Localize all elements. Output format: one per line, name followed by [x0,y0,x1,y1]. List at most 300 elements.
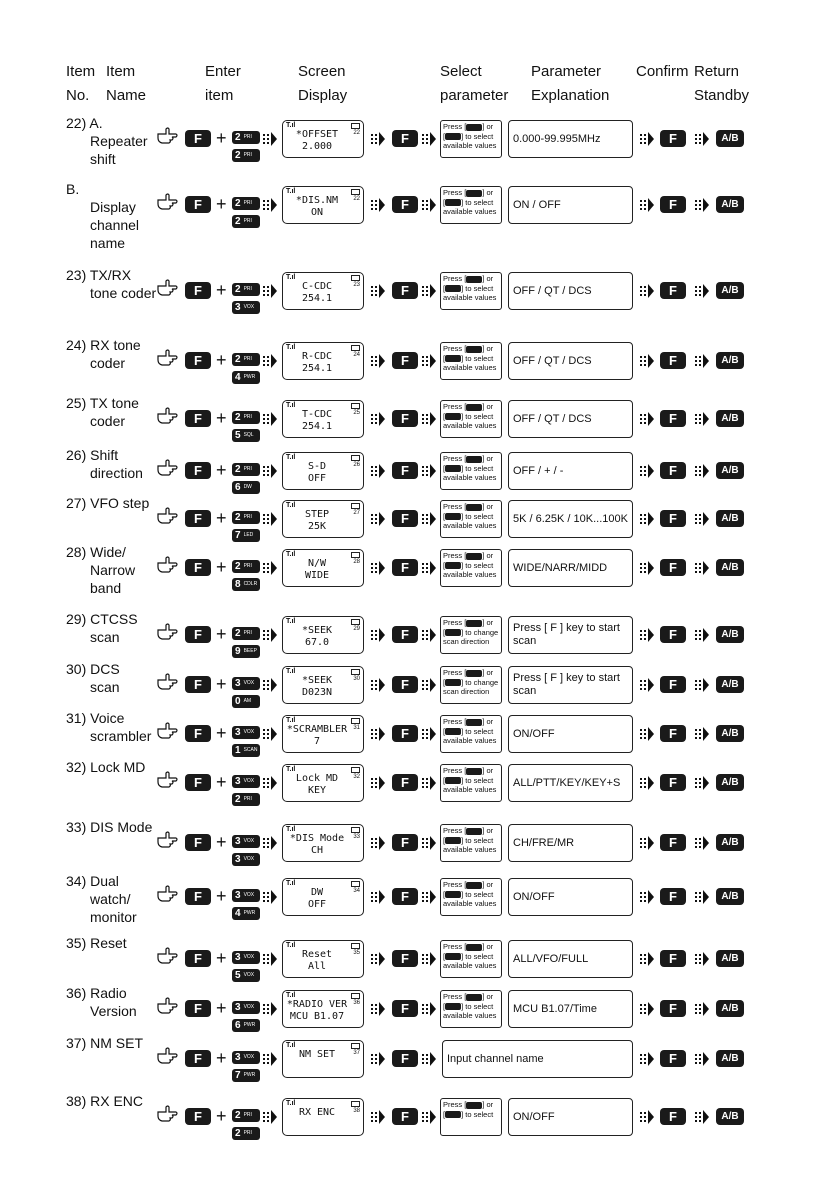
header-confirm: Confirm [636,63,689,80]
arrow-right-icon [639,726,655,742]
down-key-icon [445,513,461,520]
lcd-line-1: Lock MD [295,773,339,784]
battery-icon [351,552,360,558]
signal-icon: T.ıl [286,1042,296,1049]
down-key-icon [445,465,461,472]
f-key-button[interactable]: F [392,282,418,299]
lcd-screen [282,342,364,380]
parameter-explanation: OFF / QT / DCS [508,342,633,380]
item-name: Version [90,1003,137,1019]
signal-icon: T.ıl [286,668,296,675]
signal-icon: T.ıl [286,992,296,999]
plus-sign: + [216,280,227,300]
arrow-right-icon [639,511,655,527]
item-number: B. [66,181,80,197]
lcd-line-1: C-CDC [301,281,333,292]
signal-icon: T.ıl [286,942,296,949]
down-key-icon [445,629,461,636]
ab-key-button[interactable]: A/B [716,1108,744,1125]
arrow-right-icon [694,131,710,147]
item-number: 34) Dual [66,873,119,889]
number-key-button[interactable]: 3 VOX [232,835,260,848]
number-key-button[interactable]: 2 PRI [232,149,260,162]
f-key-button[interactable]: F [185,282,211,299]
pointing-hand-icon [156,721,180,741]
arrow-right-icon [694,463,710,479]
number-key-button[interactable]: 5 VOX [232,969,260,982]
f-key-button[interactable]: F [660,559,686,576]
item-number: 30) DCS [66,661,120,677]
press-instruction-box: Press [ ] or [ ] to select available values [440,120,502,158]
arrow-right-icon [694,1109,710,1125]
ab-key-button[interactable]: A/B [716,462,744,479]
lcd-line-2: D023N [301,687,333,698]
plus-sign: + [216,194,227,214]
ab-key-button[interactable]: A/B [716,352,744,369]
ab-key-button[interactable]: A/B [716,1000,744,1017]
lcd-line-1: NM SET [298,1049,336,1060]
number-key-button[interactable]: 3 VOX [232,889,260,902]
channel-number: 27 [353,510,360,516]
signal-icon: T.ıl [286,1100,296,1107]
item-number: 28) Wide/ [66,544,126,560]
f-key-button[interactable]: F [185,950,211,967]
arrow-right-icon [639,835,655,851]
lcd-line-2: 25K [307,521,327,532]
battery-icon [351,403,360,409]
up-key-icon [466,1102,482,1109]
f-key-button[interactable]: F [660,1000,686,1017]
lcd-line-2: 254.1 [301,363,333,374]
arrow-right-icon [639,1109,655,1125]
channel-number: 23 [353,282,360,288]
number-key-button[interactable]: 9 BEEP [232,645,260,658]
f-key-button[interactable]: F [660,130,686,147]
number-key-button[interactable]: 2 PRI [232,215,260,228]
number-key-button[interactable]: 2 PRI [232,793,260,806]
number-key-button[interactable]: 3 VOX [232,951,260,964]
signal-icon: T.ıl [286,502,296,509]
arrow-right-icon [262,560,278,576]
f-key-button[interactable]: F [392,626,418,643]
channel-number: 31 [353,725,360,731]
number-key-button[interactable]: 2 PRI [232,1127,260,1140]
pointing-hand-icon [156,884,180,904]
lcd-screen [282,452,364,490]
item-name: Repeater shift [90,133,148,167]
channel-number: 38 [353,1108,360,1114]
f-key-button[interactable]: F [392,130,418,147]
number-key-button[interactable]: 7 LED [232,529,260,542]
item-number: 27) VFO step [66,495,150,511]
f-key-button[interactable]: F [660,626,686,643]
parameter-explanation: Press [ F ] key to start scan [508,616,633,654]
plus-sign: + [216,998,227,1018]
arrow-right-icon [421,951,437,967]
f-key-button[interactable]: F [660,196,686,213]
channel-number: 25 [353,410,360,416]
f-key-button[interactable]: F [392,196,418,213]
arrow-right-icon [421,627,437,643]
ab-key-button[interactable]: A/B [716,1050,744,1067]
f-key-button[interactable]: F [185,462,211,479]
lcd-screen [282,272,364,310]
number-key-button[interactable]: 4 PWR [232,907,260,920]
lcd-line-2: 254.1 [301,293,333,304]
f-key-button[interactable]: F [392,676,418,693]
arrow-right-icon [639,775,655,791]
plus-sign: + [216,772,227,792]
up-key-icon [466,882,482,889]
up-key-icon [466,404,482,411]
lcd-line-2: WIDE [304,570,330,581]
item-name: scan [90,679,120,695]
number-key-button[interactable]: 1 SCAN [232,744,260,757]
f-key-button[interactable]: F [185,130,211,147]
table-row [0,446,822,494]
lcd-line-1: DW [310,887,324,898]
press-instruction-box: Press [ ] or [ ] to select available values [440,500,502,538]
arrow-right-icon [421,511,437,527]
f-key-button[interactable]: F [185,352,211,369]
lcd-line-1: *SCRAMBLER [286,724,348,735]
number-key-button[interactable]: 3 VOX [232,726,260,739]
down-key-icon [445,562,461,569]
f-key-button[interactable]: F [185,1108,211,1125]
f-key-button[interactable]: F [392,462,418,479]
plus-sign: + [216,674,227,694]
press-instruction-box: Press [ ] or [ ] to change scan direction [440,666,502,704]
f-key-button[interactable]: F [392,834,418,851]
up-key-icon [466,620,482,627]
f-key-button[interactable]: F [185,559,211,576]
f-key-button[interactable]: F [392,1000,418,1017]
f-key-button[interactable]: F [660,1050,686,1067]
number-key-button[interactable]: 2 PRI [232,463,260,476]
arrow-right-icon [262,197,278,213]
signal-icon: T.ıl [286,188,296,195]
arrow-right-icon [694,951,710,967]
number-key-button[interactable]: 5 SQL [232,429,260,442]
plus-sign: + [216,886,227,906]
battery-icon [351,189,360,195]
f-key-button[interactable]: F [660,1108,686,1125]
lcd-screen [282,990,364,1028]
signal-icon: T.ıl [286,122,296,129]
channel-number: 34 [353,888,360,894]
arrow-right-icon [421,775,437,791]
number-key-button[interactable]: 2 PRI [232,560,260,573]
number-key-button[interactable]: 3 VOX [232,677,260,690]
ab-key-button[interactable]: A/B [716,130,744,147]
item-number: 24) RX tone [66,337,141,353]
item-name: scrambler [90,728,152,744]
arrow-right-icon [421,835,437,851]
f-key-button[interactable]: F [392,1050,418,1067]
battery-icon [351,275,360,281]
arrow-right-icon [694,835,710,851]
number-key-button[interactable]: 2 PRI [232,627,260,640]
f-key-button[interactable]: F [185,1050,211,1067]
ab-key-button[interactable]: A/B [716,559,744,576]
item-name: coder [90,413,126,429]
f-key-button[interactable]: F [185,510,211,527]
press-instruction-box: Press [ ] or [ ] to select available values [440,452,502,490]
arrow-right-icon [639,353,655,369]
lcd-screen [282,940,364,978]
number-key-button[interactable]: 3 VOX [232,853,260,866]
f-key-button[interactable]: F [660,462,686,479]
f-key-button[interactable]: F [185,1000,211,1017]
item-name: Narrow band [90,562,136,596]
table-row [0,114,822,167]
up-key-icon [466,828,482,835]
battery-icon [351,345,360,351]
item-name: tone coder [90,285,157,301]
f-key-button[interactable]: F [185,725,211,742]
pointing-hand-icon [156,348,180,368]
plus-sign: + [216,723,227,743]
number-key-button[interactable]: 7 PWR [232,1069,260,1082]
parameter-explanation: ALL/VFO/FULL [508,940,633,978]
battery-icon [351,1043,360,1049]
press-instruction-box: Press [ ] or [ ] to change scan direction [440,616,502,654]
arrow-right-icon [370,726,386,742]
number-key-button[interactable]: 3 VOX [232,1051,260,1064]
arrow-right-icon [370,677,386,693]
ab-key-button[interactable]: A/B [716,410,744,427]
signal-icon: T.ıl [286,402,296,409]
f-key-button[interactable]: F [392,352,418,369]
arrow-right-icon [421,889,437,905]
number-key-button[interactable]: 8 CDLR [232,578,260,591]
f-key-button[interactable]: F [392,950,418,967]
lcd-line-1: *DIS.NM [295,195,339,206]
table-row [0,336,822,384]
battery-icon [351,767,360,773]
down-key-icon [445,1003,461,1010]
ab-key-button[interactable]: A/B [716,676,744,693]
pointing-hand-icon [156,1046,180,1066]
number-key-button[interactable]: 2 PRI [232,197,260,210]
table-row [0,984,822,1032]
lcd-screen [282,616,364,654]
f-key-button[interactable]: F [660,676,686,693]
ab-key-button[interactable]: A/B [716,282,744,299]
f-key-button[interactable]: F [392,559,418,576]
plus-sign: + [216,508,227,528]
arrow-right-icon [694,197,710,213]
number-key-button[interactable]: 2 PRI [232,511,260,524]
ab-key-button[interactable]: A/B [716,510,744,527]
item-number: 32) Lock MD [66,759,146,775]
number-key-button[interactable]: 3 VOX [232,1001,260,1014]
header-parameter-explanation: Parameter Explanation [531,63,610,104]
number-key-button[interactable]: 2 PRI [232,1109,260,1122]
parameter-explanation: ON / OFF [508,186,633,224]
number-key-button[interactable]: 6 PWR [232,1019,260,1032]
lcd-line-2: OFF [307,899,327,910]
arrow-right-icon [639,951,655,967]
arrow-right-icon [639,627,655,643]
lcd-line-1: S-D [307,461,327,472]
f-key-button[interactable]: F [660,510,686,527]
lcd-line-1: Reset [301,949,333,960]
f-key-button[interactable]: F [392,410,418,427]
f-key-button[interactable]: F [185,626,211,643]
plus-sign: + [216,557,227,577]
f-key-button[interactable]: F [660,352,686,369]
arrow-right-icon [370,131,386,147]
number-key-button[interactable]: 2 PRI [232,411,260,424]
arrow-right-icon [421,463,437,479]
number-key-button[interactable]: 3 VOX [232,301,260,314]
arrow-right-icon [370,951,386,967]
f-key-button[interactable]: F [392,774,418,791]
signal-icon: T.ıl [286,454,296,461]
item-name: direction [90,465,143,481]
header-item-no: Item No. [66,63,96,104]
lcd-screen [282,878,364,916]
ab-key-button[interactable]: A/B [716,834,744,851]
arrow-right-icon [421,353,437,369]
f-key-button[interactable]: F [392,510,418,527]
channel-number: 22 [353,196,360,202]
number-key-button[interactable]: 2 PRI [232,283,260,296]
f-key-button[interactable]: F [660,950,686,967]
parameter-explanation: OFF / QT / DCS [508,272,633,310]
ab-key-button[interactable]: A/B [716,196,744,213]
parameter-explanation: Input channel name [442,1040,633,1078]
battery-icon [351,881,360,887]
ab-key-button[interactable]: A/B [716,725,744,742]
press-instruction-box: Press [ ] or [ ] to select available values [440,342,502,380]
pointing-hand-icon [156,996,180,1016]
f-key-button[interactable]: F [185,888,211,905]
table-row [0,494,822,542]
number-key-button[interactable]: 6 DW [232,481,260,494]
arrow-right-icon [421,1001,437,1017]
battery-icon [351,993,360,999]
arrow-right-icon [639,463,655,479]
channel-number: 35 [353,950,360,956]
item-name: watch/ monitor [90,891,137,925]
item-name: Display channel name [90,199,140,251]
arrow-right-icon [639,889,655,905]
pointing-hand-icon [156,622,180,642]
f-key-button[interactable]: F [185,834,211,851]
arrow-right-icon [639,197,655,213]
arrow-right-icon [639,131,655,147]
lcd-screen [282,400,364,438]
down-key-icon [445,1111,461,1118]
f-key-button[interactable]: F [660,834,686,851]
f-key-button[interactable]: F [185,196,211,213]
pointing-hand-icon [156,406,180,426]
f-key-button[interactable]: F [660,725,686,742]
arrow-right-icon [370,889,386,905]
channel-number: 26 [353,462,360,468]
ab-key-button[interactable]: A/B [716,950,744,967]
arrow-right-icon [370,775,386,791]
f-key-button[interactable]: F [660,282,686,299]
arrow-right-icon [262,889,278,905]
header-enter-item: Enter item [205,63,241,104]
ab-key-button[interactable]: A/B [716,774,744,791]
arrow-right-icon [370,560,386,576]
arrow-right-icon [421,283,437,299]
lcd-line-2: 67.0 [304,637,330,648]
arrow-right-icon [370,627,386,643]
f-key-button[interactable]: F [392,725,418,742]
arrow-right-icon [370,1001,386,1017]
arrow-right-icon [421,131,437,147]
lcd-screen [282,500,364,538]
item-number: 29) CTCSS [66,611,138,627]
down-key-icon [445,679,461,686]
up-key-icon [466,944,482,951]
plus-sign: + [216,832,227,852]
number-key-button[interactable]: 2 PRI [232,353,260,366]
table-row [0,543,822,596]
parameter-explanation: ON/OFF [508,1098,633,1136]
number-key-button[interactable]: 4 PWR [232,371,260,384]
plus-sign: + [216,460,227,480]
lcd-screen [282,764,364,802]
f-key-button[interactable]: F [392,888,418,905]
f-key-button[interactable]: F [660,888,686,905]
ab-key-button[interactable]: A/B [716,626,744,643]
arrow-right-icon [694,1051,710,1067]
f-key-button[interactable]: F [660,774,686,791]
plus-sign: + [216,948,227,968]
f-key-button[interactable]: F [392,1108,418,1125]
ab-key-button[interactable]: A/B [716,888,744,905]
parameter-explanation: Press [ F ] key to start scan [508,666,633,704]
press-instruction-box: Press [ ] or [ ] to select available values [440,990,502,1028]
press-instruction-box: Press [ ] or [ ] to select available values [440,824,502,862]
table-row [0,1092,822,1140]
f-key-button[interactable]: F [185,410,211,427]
table-row [0,394,822,442]
table-row [0,758,822,806]
lcd-screen [282,549,364,587]
arrow-right-icon [370,283,386,299]
channel-number: 24 [353,352,360,358]
arrow-right-icon [694,775,710,791]
battery-icon [351,503,360,509]
pointing-hand-icon [156,458,180,478]
arrow-right-icon [421,677,437,693]
table-row [0,818,822,866]
number-key-button[interactable]: 2 PRI [232,131,260,144]
arrow-right-icon [694,511,710,527]
channel-number: 36 [353,1000,360,1006]
arrow-right-icon [421,1051,437,1067]
plus-sign: + [216,1106,227,1126]
f-key-button[interactable]: F [185,676,211,693]
table-row [0,660,822,708]
f-key-button[interactable]: F [660,410,686,427]
number-key-button[interactable]: 3 VOX [232,775,260,788]
arrow-right-icon [370,1051,386,1067]
table-row [0,872,822,925]
header-screen-display: Screen Display [298,63,348,104]
down-key-icon [445,133,461,140]
number-key-button[interactable]: 0 AM [232,695,260,708]
f-key-button[interactable]: F [185,774,211,791]
parameter-explanation: WIDE/NARR/MIDD [508,549,633,587]
